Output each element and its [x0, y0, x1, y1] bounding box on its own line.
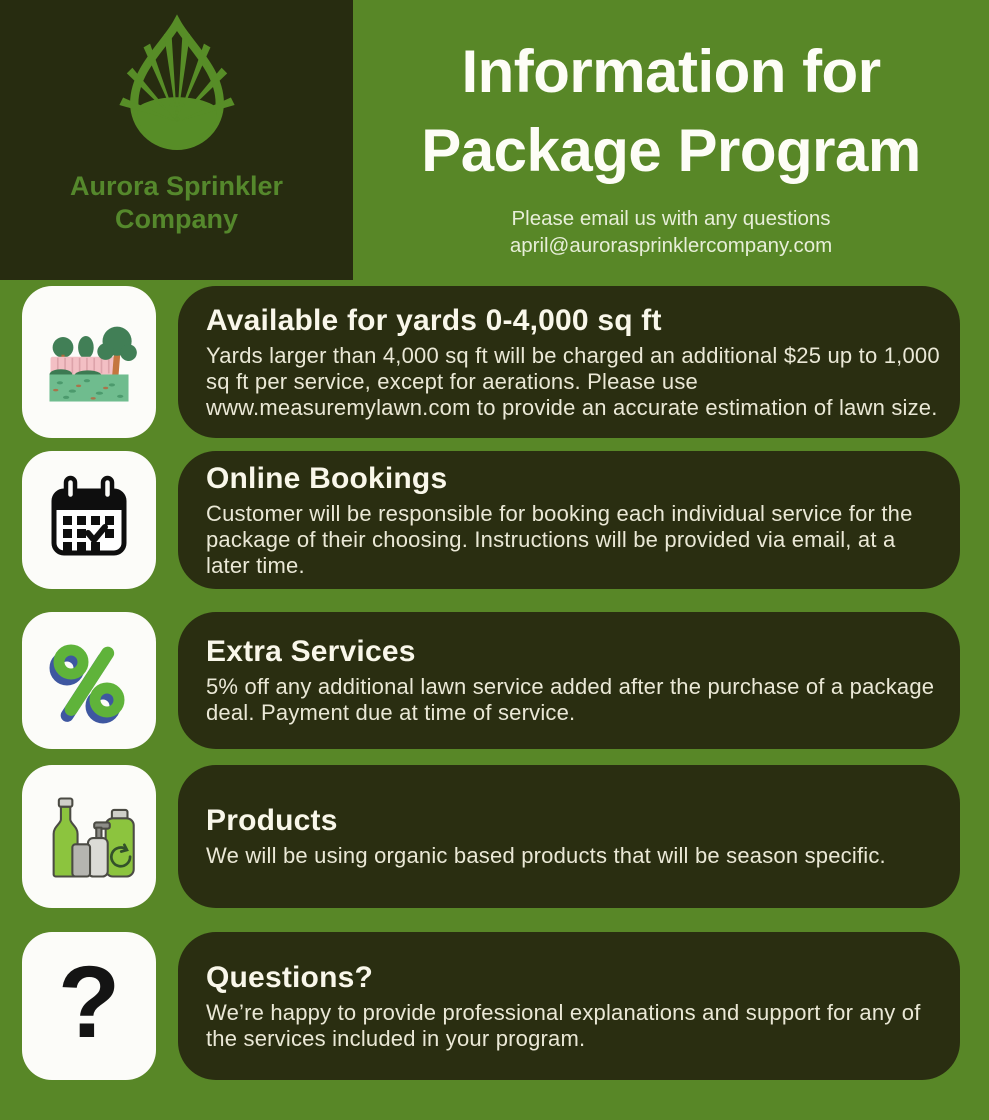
card-row-extra-services	[22, 612, 960, 749]
grass-droplet-logo-icon	[111, 12, 243, 170]
info-card-yard-size	[178, 286, 960, 438]
card-body: We’re happy to provide professional explanations and support for any of the services included in your program.	[206, 999, 921, 1051]
card-body: Customer will be responsible for booking each individual service for the package of their choosing. Instructions will be provided via email, at a later time.	[206, 500, 913, 578]
brand-name-line1: Aurora Sprinkler	[69, 171, 284, 201]
question-mark-icon: ?	[57, 945, 121, 1059]
card-body: Yards larger than 4,000 sq ft will be charged an additional $25 up to 1,000 sq ft per service, except for aerations. Please use www.measuremylawn.com to provide an accurate estimation of lawn size.	[206, 342, 940, 420]
calendar-check-icon	[39, 470, 139, 570]
card-body: 5% off any additional lawn service added after the purchase of a package deal. Payment due at time of service.	[206, 674, 935, 725]
icon-tile	[22, 612, 156, 749]
card-row-yard-size	[22, 286, 960, 438]
contact-note	[353, 205, 989, 259]
card-body: We will be using organic based products that will be season specific.	[206, 843, 886, 868]
card-heading: Products	[206, 804, 338, 837]
percent-discount-icon	[39, 631, 139, 731]
card-row-questions	[22, 932, 960, 1080]
card-heading: Online Bookings	[206, 461, 448, 495]
card-row-products	[22, 765, 960, 908]
brand-name	[70, 170, 283, 236]
product-bottles-icon	[37, 785, 141, 889]
card-heading: Questions?	[206, 960, 374, 994]
contact-email: april@aurorasprinklercompany.com	[509, 234, 833, 257]
card-row-online-bookings	[22, 451, 960, 589]
icon-tile	[22, 451, 156, 589]
page-title-line1: Information for	[461, 38, 881, 105]
contact-note-line1: Please email us with any questions	[511, 207, 831, 230]
brand-panel	[0, 0, 353, 280]
brand-name-line2: Company	[114, 204, 239, 234]
icon-tile	[22, 765, 156, 908]
title-area	[353, 0, 989, 280]
card-heading: Available for yards 0-4,000 sq ft	[206, 303, 662, 337]
info-card-questions	[178, 932, 960, 1080]
info-card-products	[178, 765, 960, 908]
card-heading: Extra Services	[206, 635, 416, 668]
info-card-online-bookings	[178, 451, 960, 589]
info-card-extra-services	[178, 612, 960, 749]
icon-tile	[22, 286, 156, 438]
page-title	[353, 32, 989, 190]
yard-illustration-icon	[37, 310, 141, 414]
icon-tile	[22, 932, 156, 1080]
page-title-line2: Package Program	[421, 117, 921, 184]
header	[0, 0, 989, 280]
info-cards	[0, 286, 989, 1080]
